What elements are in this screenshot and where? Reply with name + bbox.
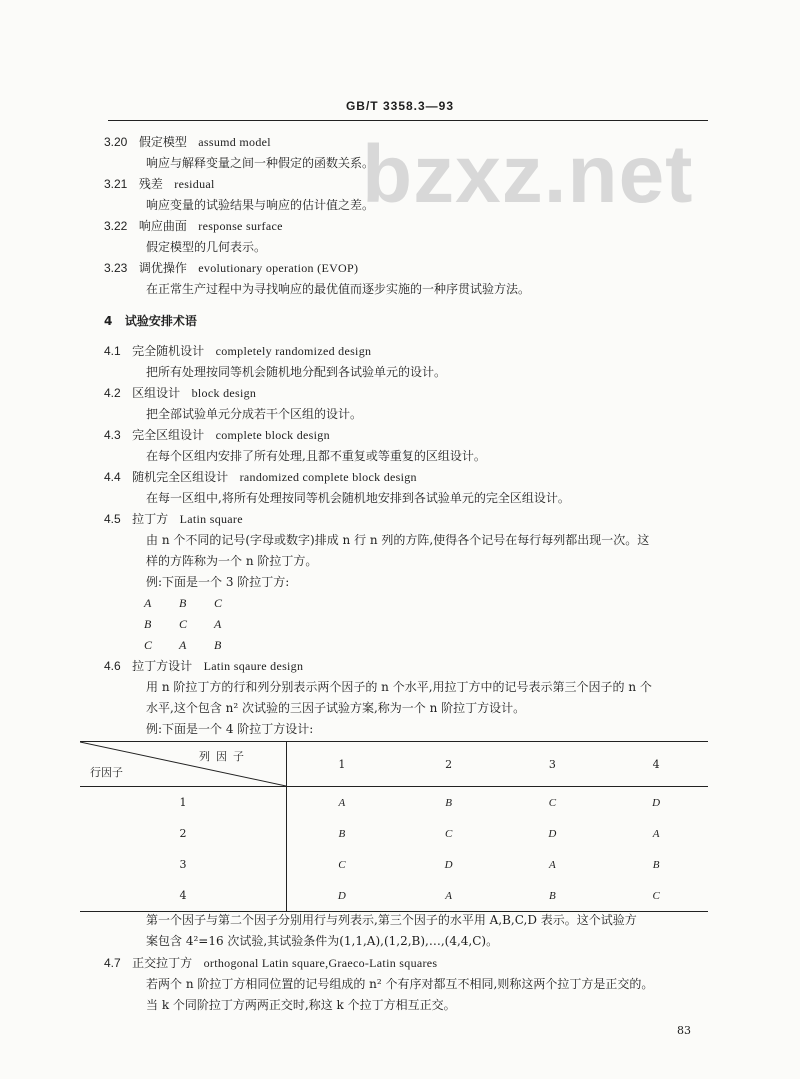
header-rule	[108, 120, 708, 121]
term-4-3	[104, 427, 330, 443]
latin-symbol: C	[179, 617, 188, 631]
term-definition: 响应与解释变量之间一种假定的函数关系。	[146, 156, 375, 170]
term-en: block design	[191, 386, 257, 400]
term-number: 4.3	[104, 428, 121, 442]
column-header: 1	[287, 742, 397, 787]
latin-symbol: A	[179, 638, 187, 652]
latin-symbol: B	[214, 638, 222, 652]
example-line: 例:下面是一个 3 阶拉丁方:	[146, 575, 290, 589]
watermark: bzxz.net	[362, 129, 694, 220]
table-row	[80, 787, 708, 819]
term-4-6	[104, 658, 303, 674]
table-cell: A	[338, 796, 346, 809]
table-cell: A	[652, 827, 660, 840]
paragraph-line: 案包含 4²=16 次试验,其试验条件为(1,1,A),(1,2,B),…,(4,4,C)。	[146, 934, 499, 948]
term-zh: 响应曲面	[138, 219, 187, 233]
term-4-7	[104, 955, 437, 971]
term-en: residual	[174, 177, 215, 191]
term-3-23	[104, 260, 358, 276]
table-cell: B	[445, 796, 452, 809]
definition-line: 若两个 n 阶拉丁方相同位置的记号组成的 n² 个有序对都互不相同,则称这两个拉丁方是正交的。	[146, 977, 654, 991]
latin-symbol: B	[144, 617, 152, 631]
term-definition: 响应变量的试验结果与响应的估计值之差。	[146, 198, 375, 212]
table-cell: D	[287, 880, 397, 912]
column-header: 2	[397, 742, 501, 787]
column-factor-label: 列因子	[199, 750, 250, 763]
row-header: 2	[80, 818, 287, 849]
term-definition: 在每一区组中,将所有处理按同等机会随机地安排到各试验单元的完全区组设计。	[146, 491, 570, 505]
term-zh: 区组设计	[132, 386, 181, 400]
column-header: 4	[604, 742, 708, 787]
table-cell: D	[548, 827, 557, 840]
term-zh: 调优操作	[138, 261, 187, 275]
table-cell: B	[501, 880, 605, 912]
section-heading	[104, 313, 197, 329]
row-header: 3	[80, 849, 287, 880]
term-number: 3.21	[104, 177, 128, 191]
term-zh: 假定模型	[138, 135, 187, 149]
term-zh: 残差	[138, 177, 163, 191]
table-corner-cell	[80, 742, 287, 787]
latin-square-design-table	[80, 741, 708, 912]
table-cell: C	[444, 827, 453, 840]
term-number: 4.6	[104, 659, 121, 673]
term-3-22	[104, 218, 283, 234]
table-cell: B	[652, 858, 660, 871]
row-header: 4	[80, 880, 287, 912]
latin-symbol: B	[179, 596, 187, 610]
table-cell: B	[338, 827, 346, 840]
term-number: 3.22	[104, 219, 128, 233]
term-en: completely randomized design	[215, 344, 372, 358]
latin-symbol: C	[144, 638, 153, 652]
term-en: evolutionary operation (EVOP)	[198, 261, 359, 275]
table-cell: A	[549, 858, 556, 871]
term-en: Latin square	[179, 512, 243, 526]
definition-line: 当 k 个同阶拉丁方两两正交时,称这 k 个拉丁方相互正交。	[146, 998, 456, 1012]
term-en: orthogonal Latin square,Graeco-Latin squares	[203, 956, 438, 970]
term-4-1	[104, 343, 371, 359]
term-en: complete block design	[215, 428, 330, 442]
term-zh: 拉丁方	[132, 512, 169, 526]
table-row	[80, 818, 708, 849]
table-header-row	[80, 742, 708, 787]
table-cell: A	[397, 880, 501, 912]
example-line: 例:下面是一个 4 阶拉丁方设计:	[146, 722, 314, 736]
table-cell: C	[548, 796, 557, 809]
row-header: 1	[80, 787, 287, 819]
definition-line: 由 n 个不同的记号(字母或数字)排成 n 行 n 列的方阵,使得各个记号在每行每列都出现一次。这	[146, 533, 650, 547]
table-row	[80, 880, 708, 912]
term-zh: 完全随机设计	[132, 344, 205, 358]
row-factor-label: 行因子	[90, 766, 123, 779]
term-en: Latin sqaure design	[203, 659, 304, 673]
term-number: 4.7	[104, 956, 121, 970]
latin-symbol: A	[214, 617, 222, 631]
term-en: response surface	[198, 219, 283, 233]
document-header: GB/T 3358.3—93	[345, 99, 455, 113]
table-cell: C	[604, 880, 708, 912]
term-definition: 把所有处理按同等机会随机地分配到各试验单元的设计。	[146, 365, 447, 379]
term-number: 3.20	[104, 135, 128, 149]
page-number: 83	[677, 1024, 691, 1037]
table-cell: C	[338, 858, 346, 871]
term-zh: 随机完全区组设计	[132, 470, 229, 484]
term-zh: 完全区组设计	[132, 428, 205, 442]
term-number: 4.2	[104, 386, 121, 400]
section-title: 试验安排术语	[124, 314, 197, 328]
term-4-4	[104, 469, 417, 485]
term-3-21	[104, 176, 215, 192]
section-number: 4	[104, 314, 113, 328]
term-number: 4.1	[104, 344, 121, 358]
term-4-2	[104, 385, 256, 401]
term-zh: 拉丁方设计	[132, 659, 193, 673]
term-4-5	[104, 511, 243, 527]
table-row	[80, 849, 708, 880]
term-number: 4.5	[104, 512, 121, 526]
column-header: 3	[501, 742, 605, 787]
term-number: 4.4	[104, 470, 121, 484]
definition-line: 水平,这个包含 n² 次试验的三因子试验方案,称为一个 n 阶拉丁方设计。	[146, 701, 526, 715]
term-en: randomized complete block design	[239, 470, 417, 484]
term-definition: 在正常生产过程中为寻找响应的最优值而逐步实施的一种序贯试验方法。	[146, 282, 531, 296]
term-definition: 在每个区组内安排了所有处理,且都不重复或等重复的区组设计。	[146, 449, 486, 463]
term-3-20	[104, 134, 271, 150]
term-definition: 假定模型的几何表示。	[146, 240, 267, 254]
latin-symbol: A	[144, 596, 152, 610]
definition-line: 用 n 阶拉丁方的行和列分别表示两个因子的 n 个水平,用拉丁方中的记号表示第三个因子的 n 个	[146, 680, 652, 694]
paragraph-line: 第一个因子与第二个因子分别用行与列表示,第三个因子的水平用 A,B,C,D 表示。这个试验方	[146, 913, 637, 927]
latin-symbol: C	[214, 596, 223, 610]
term-zh: 正交拉丁方	[132, 956, 193, 970]
term-number: 3.23	[104, 261, 128, 275]
table-cell: D	[444, 858, 453, 871]
definition-line: 样的方阵称为一个 n 阶拉丁方。	[146, 554, 318, 568]
term-definition: 把全部试验单元分成若干个区组的设计。	[146, 407, 363, 421]
term-en: assumd model	[198, 135, 271, 149]
table-cell: D	[652, 796, 661, 809]
